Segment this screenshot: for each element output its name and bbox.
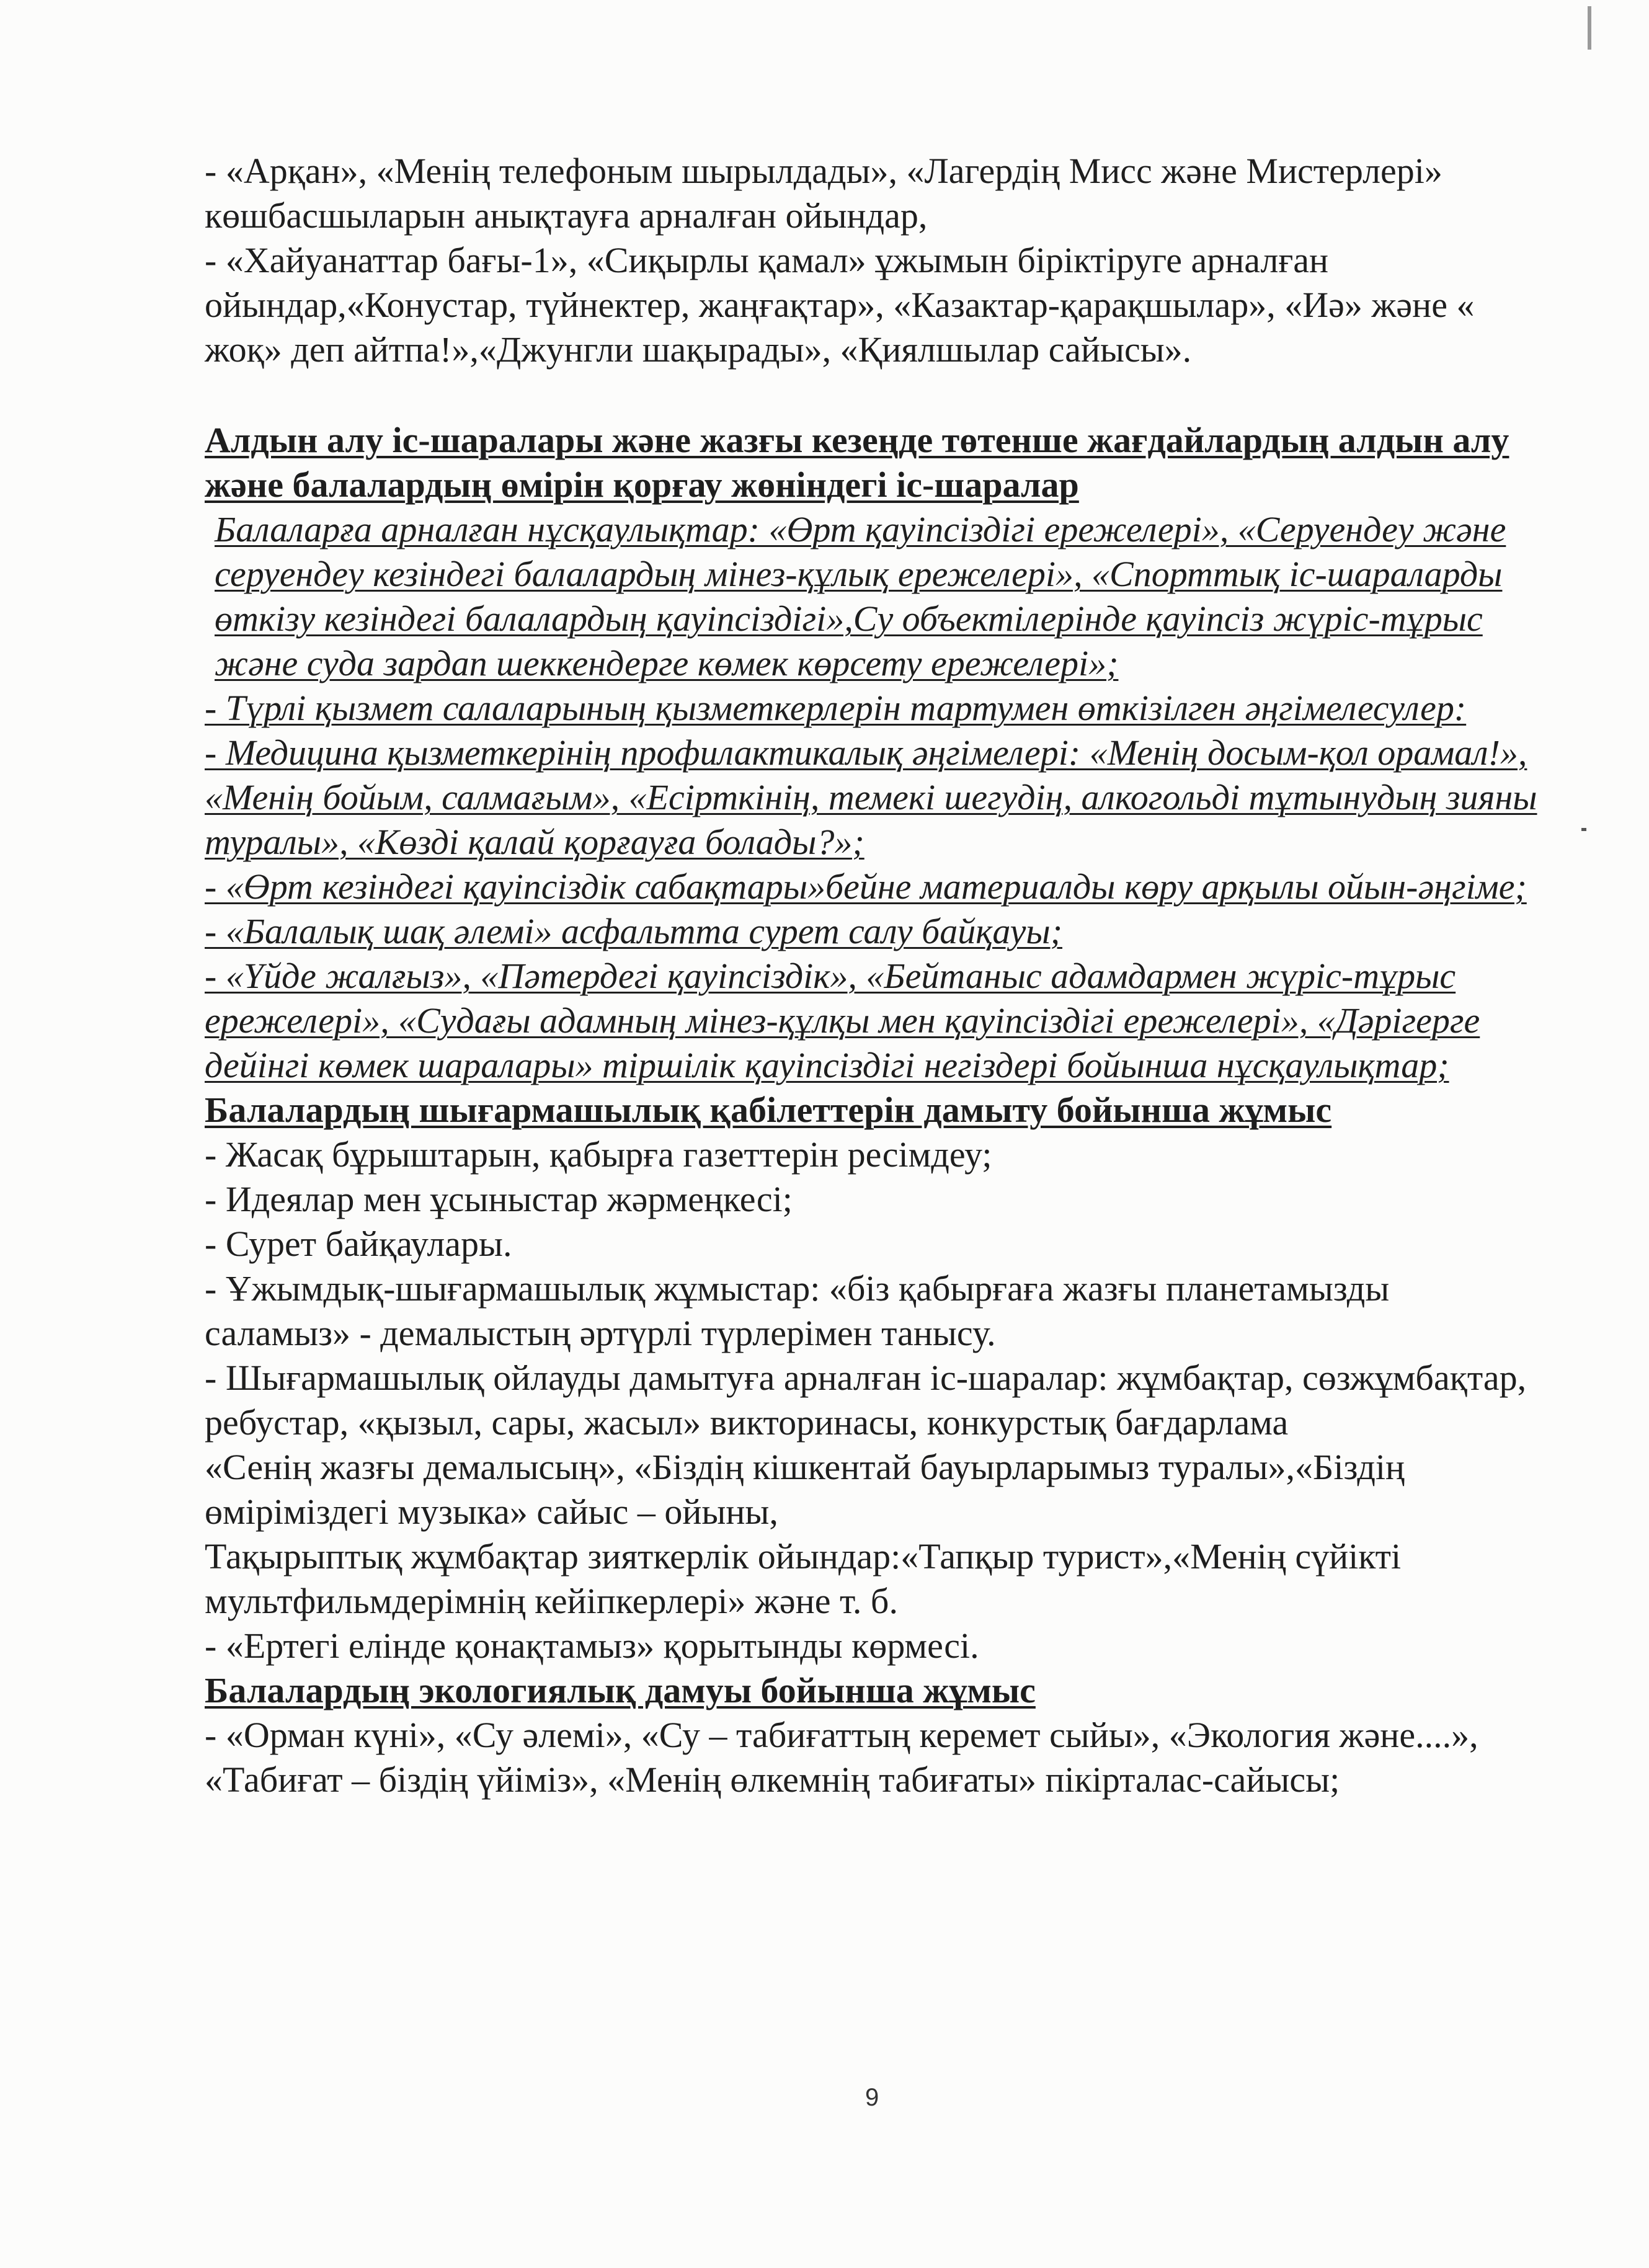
- page-number: 9: [865, 2084, 879, 2111]
- intro-line: - «Хайуанаттар бағы-1», «Сиқырлы қамал» ұжымын біріктіруге арналған ойындар,«Конустар, түйнектер, жаңғақтар», «Казактар-қарақшылар», «Иә» және « жоқ» деп айтпа!»,«Джунгли шақырады», «Қиялшылар сайысы».: [205, 240, 1475, 370]
- section-item: - «Өрт кезіндегі қауіпсіздік сабақтары»бейне материалды көру арқылы ойын-әңгіме;: [205, 866, 1527, 907]
- section-item: - Сурет байқаулары.: [205, 1224, 512, 1264]
- scan-dot-mark: [1581, 828, 1586, 831]
- section-heading-prevention: Алдын алу іс-шаралары және жазғы кезеңде төтенше жағдайлардың алдын алу және балалардың өмірін қорғау жөніндегі іс-шаралар: [205, 420, 1509, 505]
- section-item: Балаларға арналған нұсқаулықтар: «Өрт қауіпсіздігі ережелері», «Серуендеу және серуендеу кезіндегі балалардың мінез-құлық ережелері», «Спорттық іс-шараларды өткізу кезіндегі балалардың қауіпсіздігі»,Су объектілерінде қауіпсіз жүріс-тұрыс және суда зардап шеккендерге көмек көрсету ережелері»;: [215, 509, 1506, 683]
- section-item: - Идеялар мен ұсыныстар жәрмеңкесі;: [205, 1179, 793, 1219]
- section-item: - «Ертегі елінде қонақтамыз» қорытынды көрмесі.: [205, 1625, 979, 1666]
- section-item: - Шығармашылық ойлауды дамытуға арналған іс-шаралар: жұмбақтар, сөзжұмбақтар, ребустар, «қызыл, сары, жасыл» викторинасы, конкурстық бағдарлама: [205, 1358, 1527, 1443]
- section-heading-creativity: Балалардың шығармашылық қабілеттерін дамыту бойынша жұмыс: [205, 1090, 1332, 1130]
- section-item: - Түрлі қызмет салаларының қызметкерлерін тартумен өткізілген әңгімелесулер:: [205, 688, 1467, 728]
- section-item: Тақырыптық жұмбақтар зияткерлік ойындар:«Тапқыр турист»,«Менің сүйікті мультфильмдерімнің кейіпкерлері» және т. б.: [205, 1536, 1402, 1621]
- section-item: - Жасақ бұрыштарын, қабырға газеттерін ресімдеу;: [205, 1134, 992, 1175]
- section-heading-ecology: Балалардың экологиялық дамуы бойынша жұмыс: [205, 1670, 1036, 1710]
- page-content: [205, 149, 1538, 1802]
- section-item: «Сенің жазғы демалысың», «Біздің кішкентай бауырларымыз туралы»,«Біздің өміріміздегі музыка» сайыс – ойыны,: [205, 1447, 1405, 1532]
- section-item: - «Балалық шақ әлемі» асфальтта сурет салу байқауы;: [205, 911, 1062, 951]
- scan-edge-mark: [1588, 6, 1591, 50]
- section-item: - «Орман күні», «Су әлемі», «Су – табиғаттың керемет сыйы», «Экология және....», «Табиғат – біздің үйіміз», «Менің өлкемнің табиғаты» пікірталас-сайысы;: [205, 1715, 1478, 1800]
- spacer: [205, 372, 1538, 418]
- section-item: - Ұжымдық-шығармашылық жұмыстар: «біз қабырғаға жазғы планетамызды саламыз» - демалыстың әртүрлі түрлерімен танысу.: [205, 1268, 1390, 1353]
- section-item: - «Үйде жалғыз», «Пәтердегі қауіпсіздік», «Бейтаныс адамдармен жүріс-тұрыс ережелері», «Судағы адамның мінез-құлқы мен қауіпсіздігі ережелері», «Дәрігерге дейінгі көмек шаралары» тіршілік қауіпсіздігі негіздері бойынша нұсқаулықтар;: [205, 956, 1480, 1085]
- section-item: - Медицина қызметкерінің профилактикалық әңгімелері: «Менің досым-қол орамал!», «Менің бойым, салмағым», «Есірткінің, темекі шегудің, алкогольді тұтынудың зияны туралы», «Көзді қалай қорғауға болады?»;: [205, 732, 1537, 862]
- intro-line: - «Арқан», «Менің телефоным шырылдады», «Лагердің Мисс және Мистерлері» көшбасшыларын анықтауға арналған ойындар,: [205, 151, 1442, 236]
